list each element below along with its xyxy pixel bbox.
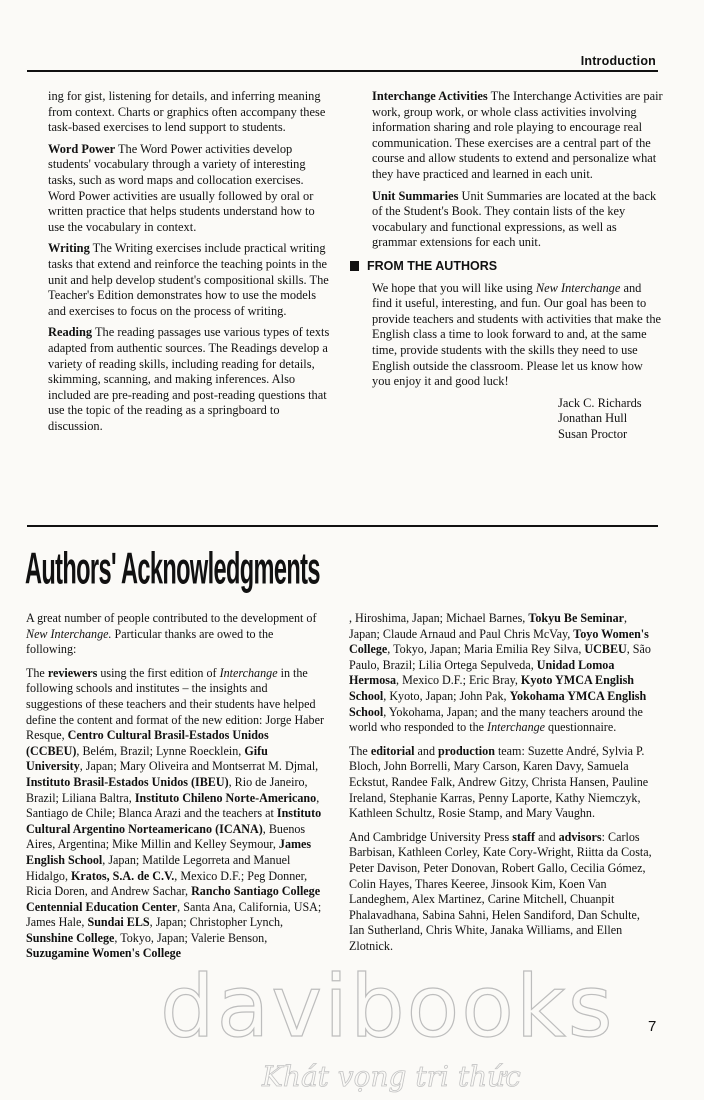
- staff-text: and: [535, 829, 559, 844]
- editorial-text: team: Suzette André, Sylvia P. Bloch, John Borrelli, Mary Carson, Karen Davy, Samuela Eckstut, Randee Falk, Andrew Gitzy, Christa Hansen, Pauline Ireland, Stephanie Karras, Penny Laporte, Kathy Niemczyk, Kathleen Schultz, Rosie Stamp, and Mary Vaughn.: [349, 743, 649, 821]
- signer-name: Susan Proctor: [558, 427, 628, 442]
- word-power-text: The Word Power activities develop students' vocabulary through a variety of interesting tasks, such as word maps and collocation exercises. Word Power activities are usually followed by oral or written practice that helps students understand how to use the vocabulary in context.: [48, 141, 315, 234]
- reviewers-text: The: [26, 665, 48, 680]
- school-name: James English School: [26, 837, 312, 867]
- school-name: Yokohama YMCA English School: [349, 688, 647, 719]
- school-name: Kratos, S.A. de C.V.: [71, 868, 175, 883]
- reviewers-text: , Tokyo, Japan; Maria Emilia Rey Silva,: [387, 642, 585, 657]
- section-divider: [27, 525, 658, 527]
- acknowledgments-title: Authors' Acknowledgments: [25, 544, 320, 594]
- school-name: Tokyu Be Seminar: [528, 611, 625, 625]
- school-name: Kyoto YMCA English School: [349, 673, 635, 703]
- school-name: Gifu University: [26, 743, 268, 774]
- editorial-lead: editorial: [370, 743, 415, 758]
- intro-continuation: ing for gist, listening for details, and inferring meaning from context. Charts or graphics often accompany these task-based exercises to lend support to students.: [48, 89, 326, 135]
- school-name: Centro Cultural Brasil-Estados Unidos (CCBEU): [26, 728, 269, 758]
- square-bullet-icon: [350, 261, 359, 271]
- reviewers-text: , Mexico D.F.; Eric Bray,: [396, 673, 521, 688]
- reviewers-text: questionnaire.: [545, 720, 617, 735]
- writing-lead: Writing: [48, 241, 90, 256]
- reviewers-text: , Japan; Mary Oliveira and Montserrat M. Djmal,: [79, 759, 319, 774]
- reading-paragraph: [48, 325, 330, 434]
- signer-name: Jack C. Richards: [558, 395, 642, 410]
- reviewers-text: , São Paulo, Brazil; Lilia Ortega Sepulveda,: [349, 642, 651, 672]
- advisors-lead: advisors: [558, 829, 602, 844]
- reviewers-text: , Mexico D.F.; Peg Donner, Ricia Doren, and Andrew Sachar,: [26, 868, 308, 899]
- staff-text: : Carlos Barbisan, Kathleen Corley, Kate Cory-Wright, Riitta da Costa, Peter Davison, Peter Donovan, Robert Gallo, Cecilia Gómez, Colin Hayes, Thares Keeree, Jinsook Kim, Koen Van Landeghem, Alex Martinez, Carine Mitchell, Chuanpit Phalavadhana, Sabina Sahni, Helen Sandiford, Dan Schulte, Ian Sutherland, Chris White, Janaka Williams, and Ellen Zlotnick.: [349, 829, 652, 953]
- unit-summaries-paragraph: [372, 189, 664, 251]
- school-name: Instituto Chileno Norte-Americano: [134, 790, 317, 805]
- authors-message-part2: and find it useful, interesting, and fun. Our goal has been to provide teachers and students with activities that make the English class a time to look forward to and, at the same time, provide students with the skills they need to use English outside the classroom. Please let us know how you enjoy it and good luck!: [372, 280, 662, 389]
- acknowledgments-intro: [26, 611, 324, 658]
- reviewers-book-title: Interchange: [487, 720, 546, 735]
- authors-message: [372, 281, 664, 390]
- page-number: 7: [648, 1018, 657, 1035]
- word-power-paragraph: [48, 142, 330, 236]
- reviewers-text: , Japan; Claude Arnaud and Paul Chris McVay,: [349, 611, 628, 641]
- reading-text: The reading passages use various types of texts adapted from authentic sources. The Readings develop a variety of reading skills, including reading for details, skimming, scanning, and making inferences. Also included are pre-reading and post-reading questions that use the topic of the reading as a springboard to discussion.: [48, 325, 330, 433]
- school-name: Instituto Cultural Argentino Norteamericano (ICANA): [26, 806, 322, 836]
- reviewers-text: , Belém, Brazil; Lynne Roecklein,: [76, 743, 245, 758]
- editorial-paragraph: [349, 744, 654, 822]
- interchange-lead: Interchange Activities: [372, 89, 488, 103]
- unit-summaries-text: Unit Summaries are located at the back of the Student's Book. They contain lists of the key vocabulary and functional expressions, as well as grammar extensions for each unit.: [372, 188, 657, 250]
- authors-message-part1: We hope that you will like using: [372, 280, 536, 295]
- signer-name: Jonathan Hull: [558, 411, 628, 426]
- authors-message-title: New Interchange: [535, 280, 621, 295]
- writing-paragraph: [48, 241, 330, 319]
- reviewers-text: , Rio de Janeiro, Brazil; Liliana Baltra,: [26, 774, 308, 805]
- production-lead: production: [438, 743, 495, 758]
- editorial-text: and: [414, 743, 439, 758]
- reviewers-text: , Santa Ana, California, USA; James Hale,: [26, 899, 322, 930]
- school-name: Sundai ELS: [87, 915, 150, 930]
- reviewers-paragraph-continued: [349, 611, 654, 736]
- editorial-text: The: [349, 743, 371, 758]
- acknowledgments-right-column: [349, 611, 654, 962]
- right-column-top: [367, 89, 664, 443]
- reviewers-text: , Japan; Christopher Lynch,: [149, 915, 284, 930]
- reviewers-text: , Kyoto, Japan; John Pak,: [383, 688, 510, 703]
- school-name: UCBEU: [584, 642, 627, 657]
- from-the-authors-heading: [350, 259, 664, 275]
- school-name: Suzugamine Women's College: [26, 946, 181, 961]
- reviewers-text: , Japan; Matilde Legorreta and Manuel Hidalgo,: [26, 852, 291, 883]
- reviewers-text: , Yokohama, Japan; and the many teachers around the world who responded to the: [349, 704, 643, 735]
- staff-paragraph: [349, 830, 654, 955]
- intro-book-title: New Interchange.: [26, 626, 112, 641]
- staff-text: And Cambridge University Press: [349, 829, 513, 844]
- reviewers-text: , Hiroshima, Japan; Michael Barnes,: [349, 611, 529, 625]
- section-header: Introduction: [580, 54, 656, 68]
- school-name: Unidad Lomoa Hermosa: [349, 657, 615, 688]
- school-name: Toyo Women's College: [349, 626, 649, 657]
- reviewers-paragraph: [26, 666, 324, 962]
- reviewers-lead: reviewers: [47, 665, 98, 680]
- staff-lead: staff: [512, 829, 536, 844]
- watermark-tagline: Khát vọng tri thức: [262, 1060, 521, 1093]
- intro-text: A great number of people contributed to the development of: [26, 611, 317, 625]
- reading-lead: Reading: [48, 325, 93, 340]
- unit-summaries-lead: Unit Summaries: [372, 188, 459, 203]
- reviewers-book-title: Interchange: [219, 665, 278, 680]
- reviewers-text: , Buenos Aires, Argentina; Mike Millin and Kelley Seymour,: [26, 821, 306, 852]
- from-the-authors-label: FROM THE AUTHORS: [367, 258, 498, 273]
- watermark-logo: davibooks: [160, 957, 615, 1057]
- word-power-lead: Word Power: [48, 141, 116, 156]
- author-signatures: [558, 396, 664, 443]
- writing-text: The Writing exercises include practical writing tasks that extend and reinforce the teaching points in the unit and help develop student's compositional skills. The Teacher's Edition demonstrates how to use the models and exercises to focus on the process of writing.: [48, 241, 329, 318]
- interchange-paragraph: [372, 89, 664, 183]
- reviewers-text: using the first edition of: [97, 665, 220, 680]
- school-name: Sunshine College: [26, 930, 115, 945]
- reviewers-text: in the following schools and institutes – the insights and suggestions of these teachers and their students have helped define the content and format of the new edition: Jorge Haber Resque,: [26, 665, 324, 743]
- school-name: Instituto Brasil-Estados Unidos (IBEU): [26, 774, 229, 789]
- school-name: Rancho Santiago College Centennial Education Center: [26, 884, 321, 914]
- interchange-text: The Interchange Activities are pair work, group work, or whole class activities involving information sharing and role playing to encourage real communication. These exercises are a central part of the course and allow students to extend and personalize what they have practiced and learned in each unit.: [372, 89, 663, 181]
- reviewers-text: , Tokyo, Japan; Valerie Benson,: [114, 930, 268, 945]
- acknowledgments-left-column: [26, 611, 324, 970]
- top-rule: [27, 70, 658, 72]
- intro-text: Particular thanks are owed to the following:: [26, 626, 274, 657]
- reviewers-text: , Santiago de Chile; Blanca Arazi and the teachers at: [26, 790, 320, 821]
- left-column-top: [48, 89, 330, 440]
